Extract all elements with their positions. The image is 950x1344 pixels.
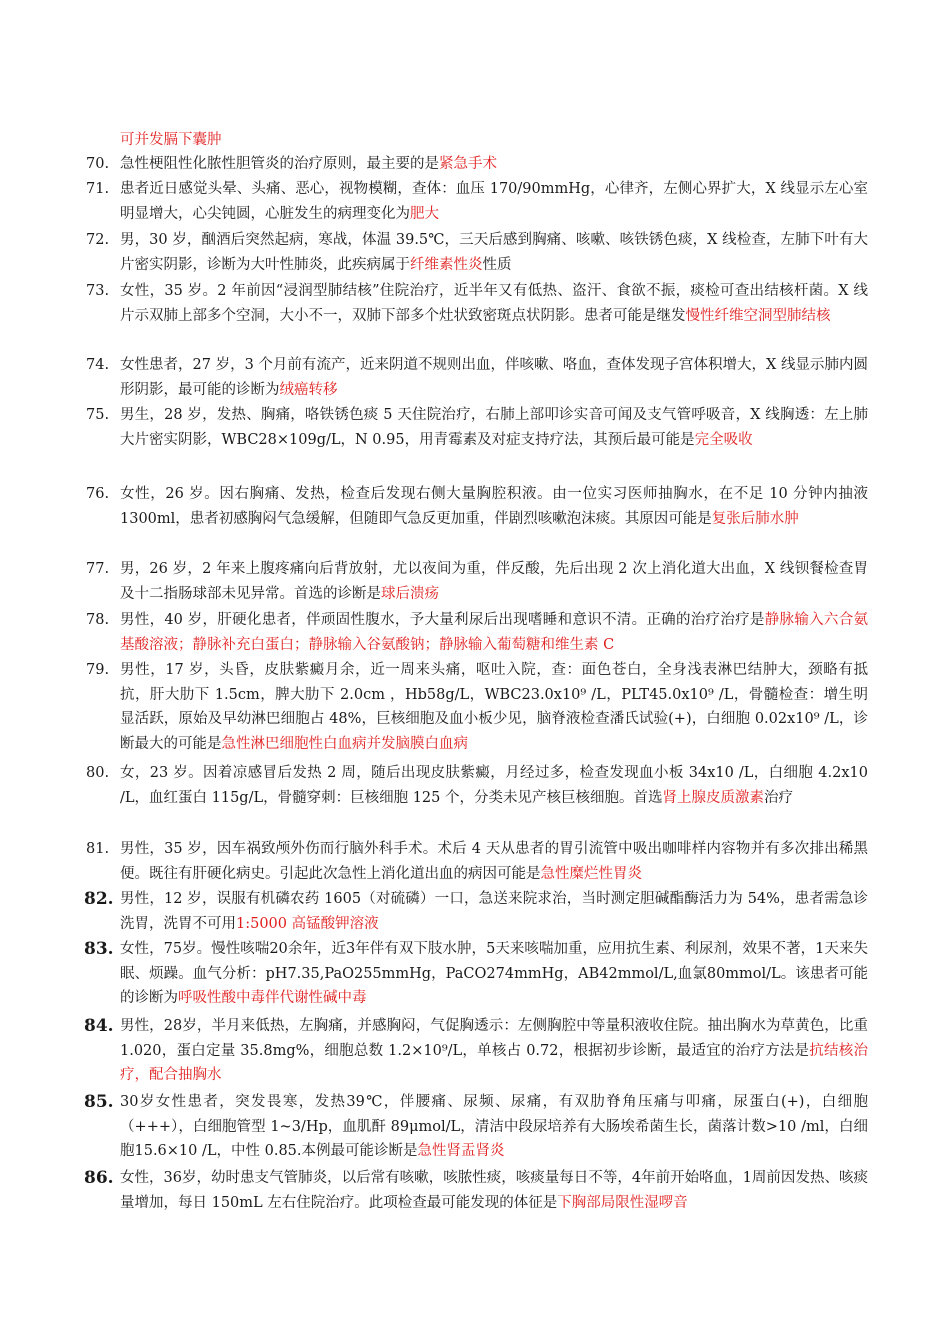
question-text: 男性，28岁，半月来低热，左胸痛，并感胸闷，气促胸透示：左侧胸腔中等量积液收住院。抽出胸水为草黄色，比重 1.020，蛋白定量 35.8mg%，细胞总数 1.2×10⁹/L，单核占 0.72，根据初步诊断，最适宜的治疗方法是 [120, 1018, 868, 1059]
question-number: 81. [86, 841, 110, 857]
answer-text: 呼吸性酸中毒伴代谢性碱中毒 [178, 990, 367, 1006]
answer-text: 复张后肺水肿 [711, 510, 799, 527]
answer-text: 紧急手术 [439, 156, 497, 172]
question-84 [86, 1014, 868, 1088]
answer-text: 下胸部局限性湿啰音 [557, 1194, 688, 1211]
answer-text: 球后溃疡 [381, 585, 439, 602]
answer-text: 肥大 [410, 205, 439, 222]
answer-text: 肾上腺皮质激素 [662, 789, 764, 806]
question-text: 男生，28 岁，发热、胸痛，咯铁锈色痰 5 天住院治疗，右肺上部叩诊实音可闻及支气管呼吸音，X 线胸透：左上肺大片密实阴影，WBC28×109g/L，N 0.95，用青霉素及对症支持疗法，其预后最可能是 [120, 407, 868, 448]
question-text: 男，30 岁，酗酒后突然起病，寒战，体温 39.5℃，三天后感到胸痛、咳嗽、咳铁锈色痰，X 线检查，左肺下叶有大片密实阴影，诊断为大叶性肺炎，此疾病属于 [120, 232, 868, 273]
question-number: 79. [86, 662, 110, 678]
question-text: 男，26 岁，2 年来上腹疼痛向后背放射，尤以夜间为重，伴反酸，先后出现 2 次上消化道大出血，X 线钡餐检查胃及十二指肠球部未见异常。首选的诊断是 [120, 561, 868, 602]
question-74 [86, 353, 868, 402]
question-77 [86, 557, 868, 606]
question-73 [86, 279, 868, 328]
question-number: 85. [84, 1092, 114, 1112]
question-text-after: 性质 [482, 256, 512, 273]
question-81 [86, 837, 868, 886]
question-82 [86, 887, 868, 936]
question-text-after: 治疗 [764, 789, 793, 806]
question-text: 男性，35 岁，因车祸致颅外伤而行脑外科手术。术后 4 天从患者的胃引流管中吸出咖啡样内容物并有多次排出稀黑便。既往有肝硬化病史。引起此次急性上消化道出血的病因可能是 [120, 841, 868, 882]
question-number: 76. [86, 486, 110, 502]
question-number: 84. [84, 1016, 114, 1036]
question-number: 75. [86, 407, 110, 423]
question-71 [86, 177, 868, 226]
question-text: 女性，75岁。慢性咳喘20余年，近3年伴有双下肢水肿，5天来咳喘加重，应用抗生素、利尿剂，效果不著，1天来失眠、烦躁。血气分析：pH7.35,PaO255mmHg，PaCO274mmHg，AB42mmol/L,血氯80mmol/L。该患者可能的诊断为 [120, 941, 868, 1006]
question-text: 女性，35 岁。2 年前因“浸润型肺结核”住院治疗，近半年又有低热、盗汗、食欲不振，痰检可查出结核杆菌。X 线片示双肺上部多个空洞，大小不一，双肺下部多个灶状致密斑点状阴影。患者可能是继发 [120, 283, 868, 324]
answer-text: 绒癌转移 [279, 381, 338, 398]
question-number: 72. [86, 232, 110, 248]
question-text: 急性梗阻性化脓性胆管炎的治疗原则，最主要的是 [120, 156, 439, 172]
answer-text: 慢性纤维空洞型肺结核 [685, 307, 831, 324]
answer-text: 完全吸收 [694, 431, 753, 448]
question-text: 男性，12 岁，误服有机磷农药 1605（对硫磷）一口，急送来院求治，当时测定胆碱酯酶活力为 54%，患者需急诊洗胃，洗胃不可用 [120, 891, 868, 932]
question-86 [86, 1166, 868, 1215]
question-number: 71. [86, 181, 110, 197]
question-80 [86, 761, 868, 810]
answer-text: 急性肾盂肾炎 [417, 1143, 505, 1159]
question-text: 女性，36岁，幼时患支气管肺炎，以后常有咳嗽，咳脓性痰，咳痰量每日不等，4年前开始咯血，1周前因发热、咳痰量增加，每日 150mL 左右住院治疗。此项检查最可能发现的体征是 [120, 1170, 868, 1211]
question-text: 女性患者，27 岁，3 个月前有流产，近来阴道不规则出血，伴咳嗽、咯血，查体发现子宫体积增大，X 线显示肺内圆形阴影，最可能的诊断为 [120, 357, 868, 398]
answer-text: 纤维素性炎 [410, 256, 483, 273]
question-number: 70. [86, 156, 110, 172]
question-79 [86, 658, 868, 756]
question-text: 女性，26 岁。因右胸痛、发热，检查后发现右侧大量胸腔积液。由一位实习医师抽胸水，在不足 10 分钟内抽液 1300ml，患者初感胸闷气急缓解，但随即气急反更加重，伴剧烈咳嗽泡沫痰。其原因可能是 [120, 486, 868, 527]
answer-text: 1:5000 高锰酸钾溶液 [236, 915, 379, 932]
answer-text: 静脉输入六合氨基酸溶液；静脉补充白蛋白；静脉输入谷氨酸钠；静脉输入葡萄糖和维生素 C [120, 612, 869, 653]
question-number: 80. [86, 765, 110, 781]
question-number: 78. [86, 612, 110, 628]
question-number: 86. [84, 1168, 114, 1188]
question-text: 女，23 岁。因着凉感冒后发热 2 周，随后出现皮肤紫癜，月经过多，检查发现血小板 34x10 /L，白细胞 4.2x10 /L，血红蛋白 115g/L，骨髓穿刺：巨核细胞 125 个，分类未见产核巨核细胞。首选 [120, 765, 868, 806]
question-72 [86, 228, 868, 277]
question-number: 83. [84, 939, 114, 959]
question-number: 73. [86, 283, 110, 299]
question-text: 男性，40 岁，肝硬化患者，伴顽固性腹水，予大量利尿后出现嗜睡和意识不清。正确的治疗治疗是 [120, 612, 765, 628]
answer-text: 急性糜烂性胃炎 [540, 865, 642, 882]
lead-answer: 可并发膈下囊肿 [120, 132, 222, 148]
question-text: 男性，17 岁，头昏，皮肤紫癜月余，近一周来头痛，呕吐入院，查：面色苍白，全身浅表淋巴结肿大，颈略有抵抗，肝大肋下 1.5cm，脾大肋下 2.0cm ，Hb58g/L，WBC23.0x10⁹ /L，PLT45.0x10⁹ /L，骨髓检查：增生明显活跃，原始及早幼淋巴细胞占 48%，巨核细胞及血小板少见，脑脊液检查潘氏试验(+)，白细胞 0.02x10⁹ /L，诊断最大的可能是 [120, 662, 868, 752]
question-text: 30岁女性患者，突发畏寒，发热39℃，伴腰痛、尿频、尿痛，有双肋脊角压痛与叩痛，尿蛋白(+)，白细胞（+++），白细胞管型 1~3/Hp，血肌酐 89μmol/L，清洁中段尿培养有大肠埃希菌生长，菌落计数>10 /ml，白细胞15.6×10 /L，中性 0.85.本例最可能诊断是 [120, 1094, 868, 1159]
question-76 [86, 482, 868, 531]
question-text: 患者近日感觉头晕、头痛、恶心，视物模糊，查体：血压 170/90mmHg，心律齐，左侧心界扩大，X 线显示左心室明显增大，心尖钝圆，心脏发生的病理变化为 [120, 181, 868, 222]
question-number: 74. [86, 357, 110, 373]
answer-text: 抗结核治疗，配合抽胸水 [120, 1042, 868, 1083]
question-70 [86, 152, 868, 177]
question-83 [86, 937, 868, 1011]
question-85 [86, 1090, 868, 1164]
answer-text: 急性淋巴细胞性白血病并发脑膜白血病 [221, 735, 468, 752]
question-75 [86, 403, 868, 452]
question-78 [86, 608, 868, 657]
question-number: 77. [86, 561, 110, 577]
question-number: 82. [84, 889, 114, 909]
